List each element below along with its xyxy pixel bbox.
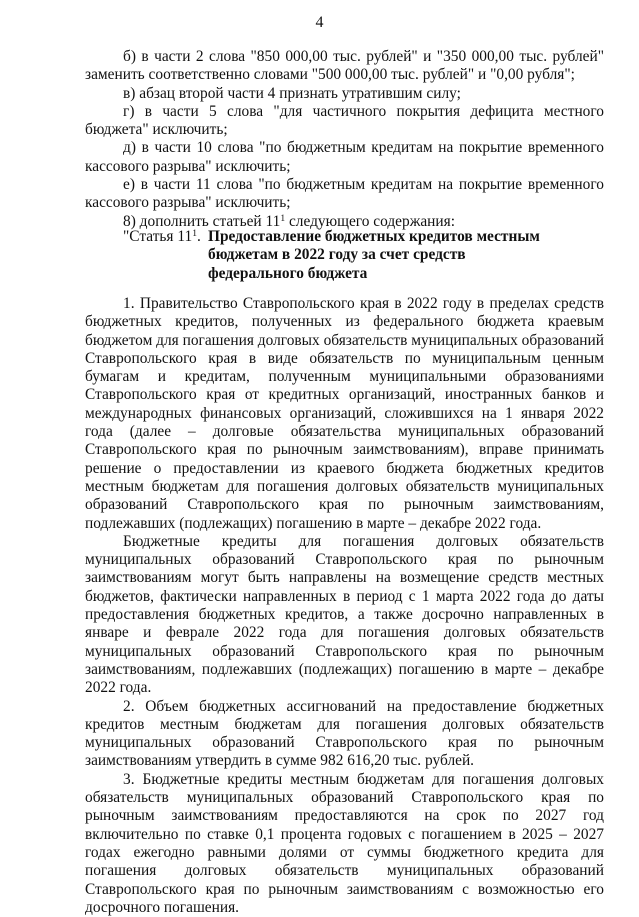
article-label [123, 228, 201, 246]
body-paragraph: Бюджетные кредиты для погашения долговых обязательств муниципальных образований Ставропольского края по рыночным заимствованиям могут быть направлены на возмещение средств местных бюджетов, фактически направленных в период с 1 марта 2022 года до даты предоставления бюджетных кредитов, а также досрочно направленных в январе и феврале 2022 года для погашения долговых обязательств муниципальных образований Ставропольского края по рыночным заимствованиям, подлежавших (подлежащих) погашению в марте – декабре 2022 года. [85, 532, 604, 697]
body-paragraph: 2. Объем бюджетных ассигнований на предоставление бюджетных кредитов местным бюджетам для погашения долговых обязательств муниципальных образований Ставропольского края по рыночным заимствованиям утвердить в сумме 982 616,20 тыс. рублей. [85, 697, 604, 770]
supplement-sup: 1 [280, 212, 286, 224]
supplement-text: 8) дополнить статьей 11 [123, 212, 281, 230]
amendment-item: в) абзац второй части 4 признать утратившим силу; [123, 84, 461, 102]
amendments-block [85, 48, 604, 231]
amendment-item: г) в части 5 слова "для частичного покрытия дефицита местного бюджета" исключить; [85, 102, 604, 139]
body-paragraph: 1. Правительство Ставропольского края в 2022 году в пределах средств бюджетных кредитов, полученных из федерального бюджета краевым бюджетом для погашения долговых обязательств муниципальных образований Ставропольского края в виде обязательств по муниципальным ценным бумагам и кредитам, полученным муниципальными образованиями Ставропольского края от кредитных организаций, иностранных банков и международных финансовых организаций, сложившихся на 1 января 2022 года (далее – долговые обязательства муниципальных образований Ставропольского края по рыночным заимствованиям), вправе принимать решение о предоставлении из краевого бюджета бюджетных кредитов местным бюджетам для погашения долговых обязательств муниципальных образований Ставропольского края по рыночным заимствованиям, подлежавших (подлежащих) погашению в марте – декабре 2022 года. [85, 295, 604, 532]
article-body [85, 295, 604, 917]
amendment-item: б) в части 2 слова "850 000,00 тыс. рублей" и "350 000,00 тыс. рублей" заменить соответственно словами "500 000,00 тыс. рублей" и "0,00 рубля"; [85, 48, 604, 84]
body-paragraph: 3. Бюджетные кредиты местным бюджетам для погашения долговых обязательств муниципальных образований Ставропольского края по рыночным заимствованиям предоставляются на срок по 2027 год включительно по ставке 0,1 процента годовых с погашением в 2025 – 2027 годах ежегодно равными долями от суммы бюджетного кредита для погашения долговых обязательств муниципальных образований Ставропольского края по рыночным заимствованиям с возможностью его досрочного погашения. [85, 770, 604, 916]
page-number: 4 [315, 14, 324, 31]
article-label-text: "Статья 11 [123, 228, 193, 245]
amendment-item: е) в части 11 слова "по бюджетным кредитам на покрытие временного кассового разрыва" исключить; [85, 176, 604, 212]
supplement-tail: следующего содержания: [285, 212, 455, 230]
article-label-sup: 1 [192, 227, 197, 239]
amendment-item: д) в части 10 слова "по бюджетным кредитам на покрытие временного кассового разрыва" исключить; [85, 139, 604, 175]
article-label-tail: . [196, 228, 201, 245]
article-title: Предоставление бюджетных кредитов местным бюджетам в 2022 году за счет средств федерального бюджета [208, 228, 540, 282]
